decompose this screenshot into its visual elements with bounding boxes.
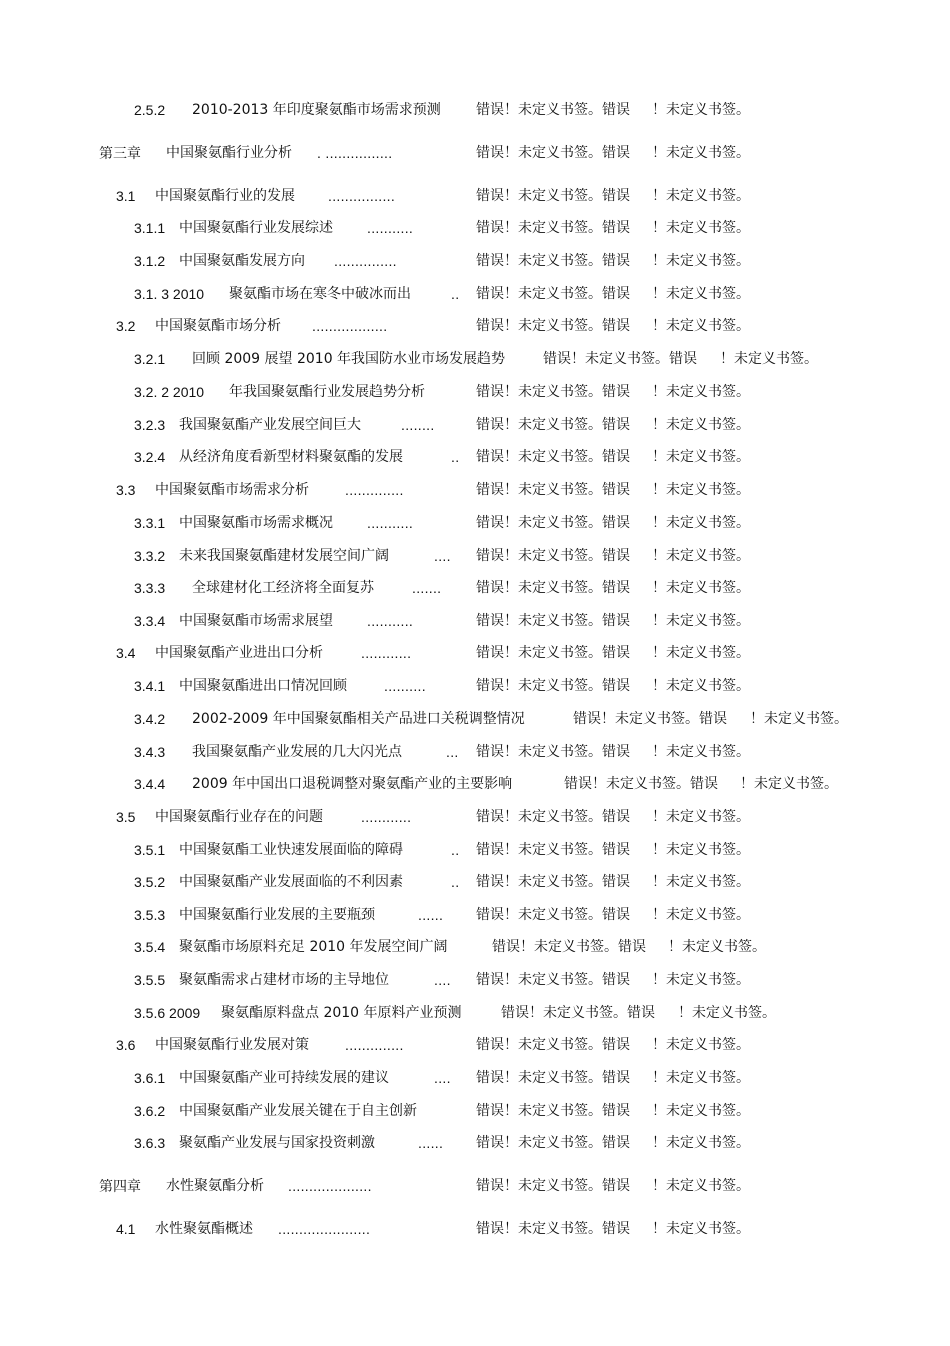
- toc-entry-number: 4.1: [116, 1221, 136, 1237]
- toc-entry-page-ref: 错误！未定义书签。错误: [476, 1070, 630, 1086]
- toc-entry-number: 3.2. 2 2010: [134, 384, 205, 400]
- toc-entry-page-ref: 错误！未定义书签。错误: [476, 678, 630, 694]
- toc-entry[interactable]: [0, 708, 950, 730]
- toc-entry-number: 3.2: [116, 318, 136, 334]
- toc-entry-title: 未来我国聚氨酯建材发展空间广阔: [179, 548, 389, 564]
- toc-entry[interactable]: [0, 99, 950, 121]
- toc-entry[interactable]: [0, 577, 950, 599]
- toc-entry-number: 3.6.2: [134, 1103, 166, 1119]
- toc-entry-page-ref-tail: ！未定义书签。: [652, 220, 750, 236]
- toc-entry-page-ref-tail: ！未定义书签。: [652, 613, 750, 629]
- toc-entry-number: 3.3.4: [134, 613, 166, 629]
- toc-entry-number: 3.1.1: [134, 220, 166, 236]
- toc-entry-page-ref-tail: ！未定义书签。: [652, 1070, 750, 1086]
- toc-entry-page-ref: 错误！未定义书签。错误: [476, 1135, 630, 1151]
- toc-entry[interactable]: [0, 904, 950, 926]
- toc-entry-number: 3.2.4: [134, 449, 166, 465]
- toc-entry[interactable]: [0, 217, 950, 239]
- toc-entry[interactable]: [0, 871, 950, 893]
- toc-entry-page-ref-tail: ！未定义书签。: [652, 744, 750, 760]
- toc-entry[interactable]: [0, 969, 950, 991]
- toc-entry-title: 中国聚氨酯工业快速发展面临的障碍: [179, 842, 403, 858]
- toc-entry-leader: ..............: [345, 482, 404, 498]
- toc-entry-title: 中国聚氨酯产业发展关键在于自主创新: [179, 1103, 417, 1119]
- toc-entry-page-ref-tail: ！未定义书签。: [652, 318, 750, 334]
- toc-entry[interactable]: [0, 1002, 950, 1024]
- toc-entry-page-ref: 错误！未定义书签。错误: [501, 1005, 655, 1021]
- toc-entry-title: 中国聚氨酯市场需求概况: [179, 515, 333, 531]
- toc-entry-title: 中国聚氨酯产业可持续发展的建议: [179, 1070, 389, 1086]
- toc-entry-page-ref-tail: ！未定义书签。: [652, 874, 750, 890]
- toc-entry-title: 我国聚氨酯产业发展空间巨大: [179, 417, 361, 433]
- toc-entry-page-ref-tail: ！未定义书签。: [652, 907, 750, 923]
- toc-entry-page-ref-tail: ！未定义书签。: [652, 515, 750, 531]
- toc-entry[interactable]: [0, 741, 950, 763]
- toc-entry-page-ref: 错误！未定义书签。错误: [476, 972, 630, 988]
- toc-entry-page-ref-tail: ！未定义书签。: [652, 548, 750, 564]
- toc-entry-page-ref: 错误！未定义书签。错误: [476, 645, 630, 661]
- toc-entry-title: 中国聚氨酯行业发展综述: [179, 220, 333, 236]
- toc-entry-leader: ..: [451, 842, 460, 858]
- toc-entry-title: 中国聚氨酯市场分析: [155, 318, 281, 334]
- toc-entry[interactable]: [0, 512, 950, 534]
- toc-entry-number: 3.1. 3 2010: [134, 286, 205, 302]
- toc-entry-page-ref-tail: ！未定义书签。: [668, 939, 766, 955]
- toc-entry-page-ref-tail: ！未定义书签。: [750, 711, 848, 727]
- toc-entry-page-ref: 错误！未定义书签。错误: [476, 417, 630, 433]
- toc-entry-page-ref-tail: ！未定义书签。: [652, 645, 750, 661]
- toc-entry-page-ref: 错误！未定义书签。错误: [476, 874, 630, 890]
- toc-entry-leader: ........: [401, 417, 435, 433]
- toc-entry-title: 中国聚氨酯产业进出口分析: [155, 645, 323, 661]
- toc-entry-title: 中国聚氨酯行业发展的主要瓶颈: [179, 907, 375, 923]
- toc-entry-title: 水性聚氨酯概述: [155, 1221, 253, 1237]
- toc-entry-page-ref: 错误！未定义书签。错误: [476, 1221, 630, 1237]
- toc-entry-title: 年我国聚氨酯行业发展趋势分析: [229, 384, 425, 400]
- toc-entry[interactable]: [0, 610, 950, 632]
- toc-entry-leader: ...........: [367, 220, 414, 236]
- toc-entry-page-ref: 错误！未定义书签。错误: [476, 907, 630, 923]
- toc-entry-leader: ............: [361, 809, 412, 825]
- toc-entry[interactable]: [0, 1100, 950, 1122]
- toc-entry-page-ref-tail: ！未定义书签。: [652, 678, 750, 694]
- toc-entry-leader: ................: [328, 188, 396, 204]
- toc-entry-page-ref-tail: ！未定义书签。: [652, 580, 750, 596]
- toc-entry-page-ref: 错误！未定义书签。错误: [476, 482, 630, 498]
- toc-entry-page-ref-tail: ！未定义书签。: [678, 1005, 776, 1021]
- toc-entry-page-ref-tail: ！未定义书签。: [652, 809, 750, 825]
- toc-entry-number: 3.2.3: [134, 417, 166, 433]
- toc-entry-page-ref-tail: ！未定义书签。: [740, 776, 838, 792]
- toc-entry-leader: ..................: [312, 318, 388, 334]
- toc-entry-number: 3.6: [116, 1037, 136, 1053]
- toc-entry-number: 3.4: [116, 645, 136, 661]
- toc-entry-page-ref: 错误！未定义书签。错误: [476, 744, 630, 760]
- toc-entry-title: 聚氨酯原料盘点 2010 年原料产业预测: [221, 1005, 462, 1021]
- toc-entry-page-ref: 错误！未定义书签。错误: [476, 286, 630, 302]
- toc-entry-number: 3.1: [116, 188, 136, 204]
- toc-entry[interactable]: [0, 315, 950, 337]
- toc-entry-page-ref-tail: ！未定义书签。: [652, 145, 750, 161]
- toc-entry-page-ref-tail: ！未定义书签。: [652, 188, 750, 204]
- toc-entry-page-ref: 错误！未定义书签。错误: [543, 351, 697, 367]
- toc-entry-page-ref-tail: ！未定义书签。: [652, 449, 750, 465]
- toc-entry-leader: .......: [412, 580, 442, 596]
- toc-entry[interactable]: [0, 1034, 950, 1056]
- toc-entry-leader: ...............: [334, 253, 397, 269]
- toc-entry-number: 3.5: [116, 809, 136, 825]
- toc-entry-leader: ......: [418, 1135, 444, 1151]
- toc-entry-page-ref-tail: ！未定义书签。: [652, 384, 750, 400]
- toc-entry[interactable]: [0, 142, 950, 164]
- toc-entry-title: 全球建材化工经济将全面复苏: [192, 580, 374, 596]
- toc-entry-title: 中国聚氨酯行业分析: [166, 145, 292, 161]
- toc-entry-leader: ...........: [367, 515, 414, 531]
- toc-entry-page-ref-tail: ！未定义书签。: [652, 417, 750, 433]
- toc-entry[interactable]: [0, 348, 950, 370]
- toc-entry-number: 3.5.1: [134, 842, 166, 858]
- toc-entry-title: 中国聚氨酯市场需求展望: [179, 613, 333, 629]
- toc-entry[interactable]: [0, 414, 950, 436]
- toc-entry-page-ref-tail: ！未定义书签。: [652, 1221, 750, 1237]
- toc-entry[interactable]: [0, 250, 950, 272]
- toc-entry[interactable]: [0, 1067, 950, 1089]
- toc-entry-number: 2.5.2: [134, 102, 166, 118]
- toc-entry-page-ref: 错误！未定义书签。错误: [476, 1178, 630, 1194]
- toc-entry-page-ref: 错误！未定义书签。错误: [476, 580, 630, 596]
- toc-entry-page-ref: 错误！未定义书签。错误: [476, 145, 630, 161]
- toc-entry-page-ref-tail: ！未定义书签。: [652, 253, 750, 269]
- toc-entry-title: 2009 年中国出口退税调整对聚氨酯产业的主要影响: [192, 776, 513, 792]
- toc-entry[interactable]: [0, 1175, 950, 1197]
- toc-entry-page-ref: 错误！未定义书签。错误: [476, 515, 630, 531]
- toc-entry-title: 聚氨酯产业发展与国家投资刺激: [179, 1135, 375, 1151]
- toc-entry-title: 中国聚氨酯发展方向: [179, 253, 305, 269]
- toc-entry-title: 中国聚氨酯产业发展面临的不利因素: [179, 874, 403, 890]
- toc-entry[interactable]: [0, 446, 950, 468]
- toc-entry-page-ref: 错误！未定义书签。错误: [476, 1103, 630, 1119]
- toc-entry-number: 3.5.3: [134, 907, 166, 923]
- toc-entry-page-ref: 错误！未定义书签。错误: [476, 809, 630, 825]
- toc-entry-title: 中国聚氨酯行业存在的问题: [155, 809, 323, 825]
- toc-entry-leader: ...: [446, 744, 459, 760]
- toc-entry-leader: ....: [434, 1070, 451, 1086]
- toc-entry-number: 第三章: [99, 145, 141, 161]
- toc-entry[interactable]: [0, 1132, 950, 1154]
- toc-entry-number: 3.5.6 2009: [134, 1005, 201, 1021]
- toc-entry-number: 3.1.2: [134, 253, 166, 269]
- toc-entry-number: 3.6.3: [134, 1135, 166, 1151]
- toc-entry[interactable]: [0, 806, 950, 828]
- toc-entry-page-ref: 错误！未定义书签。错误: [476, 188, 630, 204]
- toc-entry-page-ref-tail: ！未定义书签。: [720, 351, 818, 367]
- toc-entry-number: 3.4.3: [134, 744, 166, 760]
- toc-entry-page-ref-tail: ！未定义书签。: [652, 1037, 750, 1053]
- toc-entry[interactable]: [0, 936, 950, 958]
- toc-entry[interactable]: [0, 1218, 950, 1240]
- toc-entry-page-ref: 错误！未定义书签。错误: [476, 384, 630, 400]
- toc-entry-title: 中国聚氨酯进出口情况回顾: [179, 678, 347, 694]
- toc-entry-page-ref: 错误！未定义书签。错误: [573, 711, 727, 727]
- toc-entry-leader: ..: [451, 874, 460, 890]
- toc-entry-title: 中国聚氨酯市场需求分析: [155, 482, 309, 498]
- toc-entry[interactable]: [0, 545, 950, 567]
- toc-entry-title: 水性聚氨酯分析: [166, 1178, 264, 1194]
- toc-entry-page-ref-tail: ！未定义书签。: [652, 1135, 750, 1151]
- toc-entry-leader: ......: [418, 907, 444, 923]
- toc-entry-page-ref: 错误！未定义书签。错误: [476, 1037, 630, 1053]
- toc-entry-page-ref: 错误！未定义书签。错误: [492, 939, 646, 955]
- toc-entry-leader: ...........: [367, 613, 414, 629]
- toc-entry[interactable]: [0, 185, 950, 207]
- toc-entry-page-ref: 错误！未定义书签。错误: [476, 253, 630, 269]
- toc-entry[interactable]: [0, 381, 950, 403]
- toc-entry-title: 2010-2013 年印度聚氨酯市场需求预测: [192, 102, 441, 118]
- toc-entry-page-ref: 错误！未定义书签。错误: [476, 548, 630, 564]
- toc-entry-leader: ..........: [384, 678, 426, 694]
- toc-entry-leader: ....: [434, 972, 451, 988]
- toc-entry-title: 中国聚氨酯行业的发展: [155, 188, 295, 204]
- toc-entry-number: 3.6.1: [134, 1070, 166, 1086]
- toc-entry-page-ref: 错误！未定义书签。错误: [476, 449, 630, 465]
- toc-entry[interactable]: [0, 642, 950, 664]
- toc-entry-number: 3.4.4: [134, 776, 166, 792]
- toc-entry[interactable]: [0, 839, 950, 861]
- toc-entry-number: 3.5.2: [134, 874, 166, 890]
- toc-entry-page-ref-tail: ！未定义书签。: [652, 102, 750, 118]
- toc-entry-title: 回顾 2009 展望 2010 年我国防水业市场发展趋势: [192, 351, 506, 367]
- toc-entry-number: 3.3.1: [134, 515, 166, 531]
- toc-entry-number: 3.5.4: [134, 939, 166, 955]
- toc-entry-page-ref: 错误！未定义书签。错误: [476, 613, 630, 629]
- toc-entry-page-ref-tail: ！未定义书签。: [652, 286, 750, 302]
- toc-entry-page-ref: 错误！未定义书签。错误: [476, 220, 630, 236]
- toc-entry-title: 2002-2009 年中国聚氨酯相关产品进口关税调整情况: [192, 711, 525, 727]
- toc-entry-leader: ....................: [288, 1178, 372, 1194]
- toc-entry-number: 3.4.1: [134, 678, 166, 694]
- toc-entry-leader: ............: [361, 645, 412, 661]
- toc-entry-leader: ..: [451, 286, 460, 302]
- toc-entry-page-ref-tail: ！未定义书签。: [652, 972, 750, 988]
- toc-entry-leader: ......................: [278, 1221, 371, 1237]
- toc-entry-leader: ....: [434, 548, 451, 564]
- toc-entry-page-ref: 错误！未定义书签。错误: [476, 318, 630, 334]
- toc-entry-title: 聚氨酯市场在寒冬中破冰而出: [229, 286, 411, 302]
- toc-entry[interactable]: [0, 773, 950, 795]
- toc-entry-page-ref-tail: ！未定义书签。: [652, 1103, 750, 1119]
- toc-entry-page-ref: 错误！未定义书签。错误: [476, 842, 630, 858]
- toc-entry-page-ref-tail: ！未定义书签。: [652, 482, 750, 498]
- toc-entry-number: 第四章: [99, 1178, 141, 1194]
- toc-entry-number: 3.3.2: [134, 548, 166, 564]
- toc-entry-page-ref-tail: ！未定义书签。: [652, 842, 750, 858]
- toc-entry-leader: . ................: [317, 145, 393, 161]
- toc-entry[interactable]: [0, 675, 950, 697]
- toc-entry-number: 3.5.5: [134, 972, 166, 988]
- toc-entry[interactable]: [0, 283, 950, 305]
- toc-entry-page-ref: 错误！未定义书签。错误: [564, 776, 718, 792]
- toc-entry-title: 聚氨酯需求占建材市场的主导地位: [179, 972, 389, 988]
- toc-entry-number: 3.4.2: [134, 711, 166, 727]
- toc-entry-leader: ..: [451, 449, 460, 465]
- toc-entry-leader: ..............: [345, 1037, 404, 1053]
- toc-entry-title: 从经济角度看新型材料聚氨酯的发展: [179, 449, 403, 465]
- toc-entry-title: 中国聚氨酯行业发展对策: [155, 1037, 309, 1053]
- toc-entry-title: 我国聚氨酯产业发展的几大闪光点: [192, 744, 402, 760]
- toc-entry-number: 3.3.3: [134, 580, 166, 596]
- toc-entry-page-ref-tail: ！未定义书签。: [652, 1178, 750, 1194]
- toc-entry-number: 3.3: [116, 482, 136, 498]
- toc-entry[interactable]: [0, 479, 950, 501]
- toc-entry-title: 聚氨酯市场原料充足 2010 年发展空间广阔: [179, 939, 448, 955]
- toc-entry-number: 3.2.1: [134, 351, 166, 367]
- toc-entry-page-ref: 错误！未定义书签。错误: [476, 102, 630, 118]
